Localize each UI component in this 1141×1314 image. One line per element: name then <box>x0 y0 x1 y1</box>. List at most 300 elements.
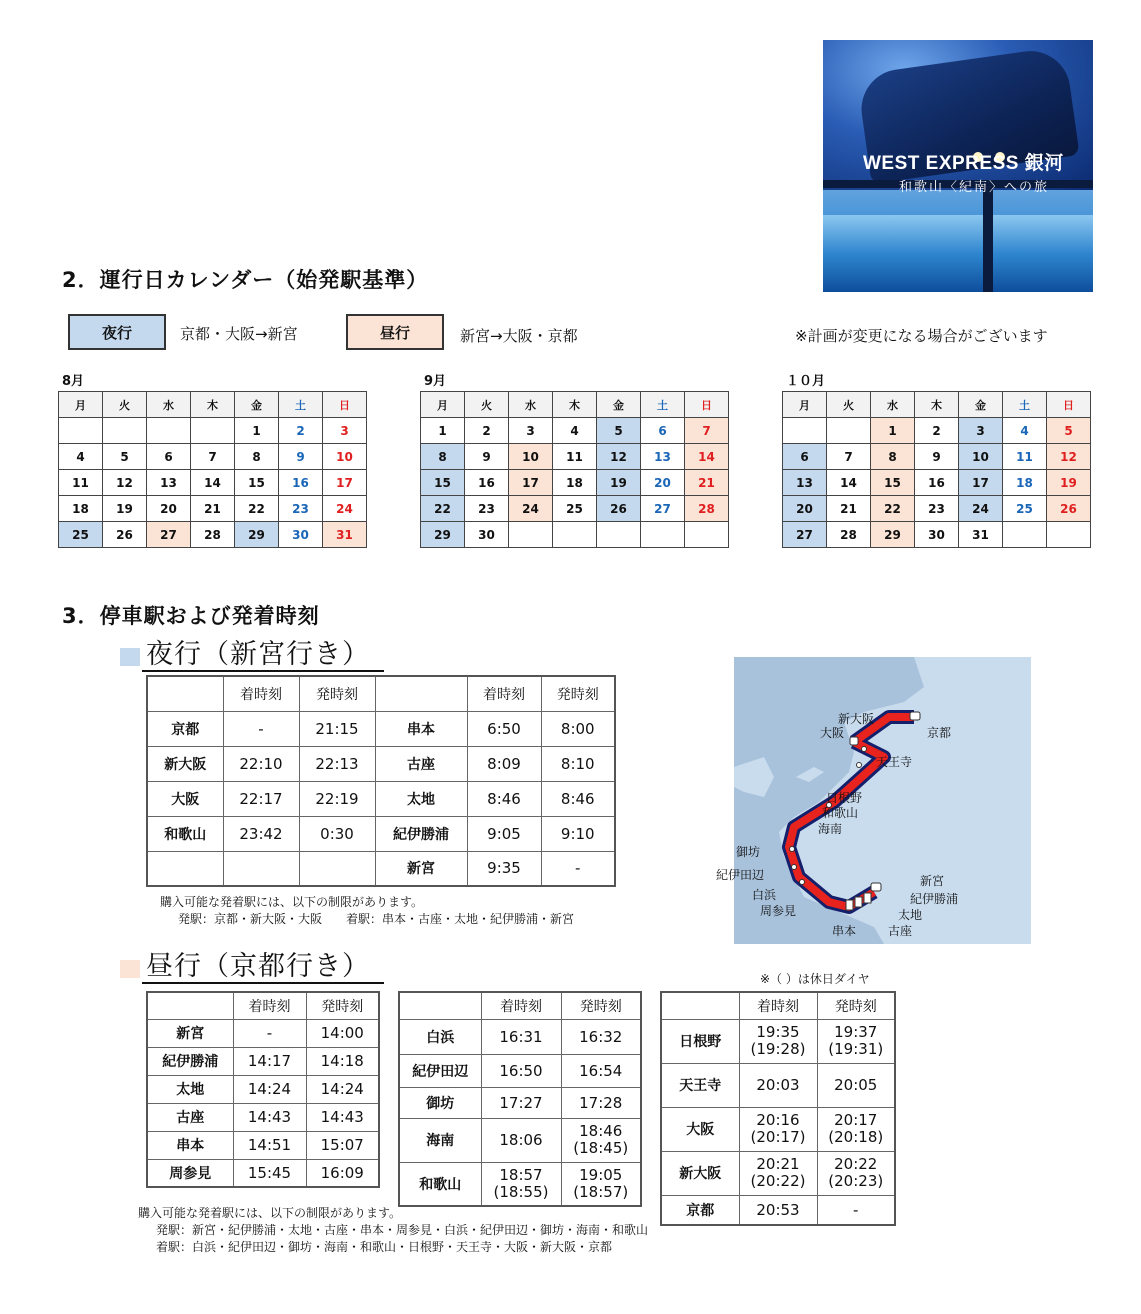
departure-time: 14:43 <box>306 1103 379 1131</box>
day-timetable-2 <box>398 991 642 1207</box>
map-label-osaka: 大阪 <box>820 726 845 740</box>
timetable-row <box>147 711 615 746</box>
departure-time: 0:30 <box>299 816 375 851</box>
arrival-time: 6:50 <box>467 711 541 746</box>
legend-night-route: 京都・大阪→新宮 <box>180 325 298 343</box>
calendar-day: 17 <box>959 470 1003 496</box>
station-header <box>375 676 467 711</box>
calendar-day: 2 <box>915 418 959 444</box>
day-title: 昼行（京都行き） <box>142 952 384 984</box>
calendar-day: 31 <box>323 522 367 548</box>
arrival-header: 着時刻 <box>223 676 299 711</box>
arrival-time: - <box>233 1019 306 1047</box>
schedule-change-note: ※計画が変更になる場合がございます <box>795 327 1048 345</box>
calendar-day: 5 <box>597 418 641 444</box>
station-header <box>147 992 233 1019</box>
calendar-day <box>103 418 147 444</box>
calendar-day: 26 <box>103 522 147 548</box>
timetable-row <box>399 1118 641 1162</box>
calendar-day: 22 <box>871 496 915 522</box>
calendar-day <box>191 418 235 444</box>
calendar-day <box>59 418 103 444</box>
calendar-week-row <box>421 444 729 470</box>
calendar-day: 28 <box>191 522 235 548</box>
arrival-time: 17:27 <box>481 1087 561 1118</box>
station-name: 太地 <box>147 1075 233 1103</box>
map-label-gobo: 御坊 <box>736 845 761 859</box>
calendar-day: 25 <box>59 522 103 548</box>
calendar-day <box>827 418 871 444</box>
departure-time: 17:28 <box>561 1087 641 1118</box>
station-name: 京都 <box>661 1195 739 1225</box>
weekday-header: 日 <box>323 392 367 418</box>
map-label-taiji: 太地 <box>898 908 923 922</box>
calendar-day: 25 <box>1003 496 1047 522</box>
calendar-day: 10 <box>959 444 1003 470</box>
day-marker-square <box>120 960 140 978</box>
map-label-shin-osaka: 新大阪 <box>838 712 875 726</box>
night-note-1: 購入可能な発着駅には、以下の制限があります。 <box>160 895 424 909</box>
station-name: 紀伊勝浦 <box>375 816 467 851</box>
map-label-wakayama: 和歌山 <box>822 806 859 820</box>
arrival-time: 8:09 <box>467 746 541 781</box>
station-name: 京都 <box>147 711 223 746</box>
timetable-row <box>661 1107 895 1151</box>
arrival-time: 18:06 <box>481 1118 561 1162</box>
map-label-kii-katsuura: 紀伊勝浦 <box>910 892 959 906</box>
calendar-day <box>597 522 641 548</box>
calendar-day: 3 <box>509 418 553 444</box>
map-label-koza: 古座 <box>888 924 913 938</box>
day-note-3: 着駅：白浜・紀伊田辺・御坊・海南・和歌山・日根野・天王寺・大阪・新大阪・京都 <box>156 1240 613 1254</box>
calendar-day <box>1003 522 1047 548</box>
calendar-day: 12 <box>1047 444 1091 470</box>
calendar-day: 9 <box>465 444 509 470</box>
calendar-week-row <box>783 470 1091 496</box>
calendar-day <box>783 418 827 444</box>
calendar-day: 1 <box>235 418 279 444</box>
calendar-day: 16 <box>915 470 959 496</box>
station-name: 天王寺 <box>661 1063 739 1107</box>
calendar-day: 30 <box>465 522 509 548</box>
calendar-week-row <box>59 522 367 548</box>
timetable-row <box>147 851 615 886</box>
calendar-day: 8 <box>235 444 279 470</box>
station-name: 串本 <box>375 711 467 746</box>
arrival-time: 8:46 <box>467 781 541 816</box>
calendar-weekday-row <box>783 392 1091 418</box>
arrival-header: 着時刻 <box>481 992 561 1019</box>
departure-header: 発時刻 <box>541 676 615 711</box>
departure-time: 14:18 <box>306 1047 379 1075</box>
calendar-day: 3 <box>323 418 367 444</box>
calendar-day: 24 <box>959 496 1003 522</box>
station-header <box>399 992 481 1019</box>
calendar-day: 8 <box>421 444 465 470</box>
station-name: 紀伊勝浦 <box>147 1047 233 1075</box>
arrival-time <box>223 851 299 886</box>
departure-time: 8:46 <box>541 781 615 816</box>
station-name: 日根野 <box>661 1019 739 1063</box>
timetable-row <box>661 1151 895 1195</box>
calendar-day: 11 <box>59 470 103 496</box>
station-name: 新宮 <box>375 851 467 886</box>
station-name: 周参見 <box>147 1159 233 1187</box>
departure-time <box>299 851 375 886</box>
departure-header: 発時刻 <box>306 992 379 1019</box>
timetable-header-row <box>147 676 615 711</box>
calendar-day: 16 <box>279 470 323 496</box>
calendar-day: 16 <box>465 470 509 496</box>
calendar-day: 25 <box>553 496 597 522</box>
calendar-day: 12 <box>597 444 641 470</box>
departure-time: 22:13 <box>299 746 375 781</box>
calendar-day: 14 <box>827 470 871 496</box>
calendar-day <box>553 522 597 548</box>
calendar-weekday-row <box>421 392 729 418</box>
calendar-day <box>147 418 191 444</box>
arrival-time: 14:17 <box>233 1047 306 1075</box>
weekday-header: 日 <box>1047 392 1091 418</box>
calendar-day: 20 <box>147 496 191 522</box>
calendar-week-row <box>783 496 1091 522</box>
arrival-time: 14:24 <box>233 1075 306 1103</box>
weekday-header: 木 <box>553 392 597 418</box>
timetable-row <box>399 1162 641 1206</box>
station-name: 和歌山 <box>147 816 223 851</box>
arrival-time: 16:31 <box>481 1019 561 1054</box>
calendar-day: 9 <box>279 444 323 470</box>
departure-time: 19:37 (19:31) <box>817 1019 895 1063</box>
calendar-day: 5 <box>103 444 147 470</box>
timetable-row <box>147 1047 379 1075</box>
calendar-day: 13 <box>641 444 685 470</box>
calendar-week-row <box>59 470 367 496</box>
weekday-header: 月 <box>59 392 103 418</box>
calendar-day: 21 <box>191 496 235 522</box>
calendar-august <box>58 391 367 548</box>
hero-image <box>823 40 1093 292</box>
weekday-header: 日 <box>685 392 729 418</box>
timetable-row <box>147 1103 379 1131</box>
station-name: 御坊 <box>399 1087 481 1118</box>
route-map <box>716 657 1031 944</box>
calendar-day: 26 <box>597 496 641 522</box>
calendar-day: 23 <box>465 496 509 522</box>
timetable-row <box>399 1019 641 1054</box>
legend-day: 昼行 <box>346 314 444 350</box>
calendar-day: 23 <box>279 496 323 522</box>
departure-time: 14:24 <box>306 1075 379 1103</box>
day-note-1: 購入可能な発着駅には、以下の制限があります。 <box>138 1206 402 1220</box>
weekday-header: 水 <box>509 392 553 418</box>
departure-time: 14:00 <box>306 1019 379 1047</box>
calendar-day: 18 <box>553 470 597 496</box>
calendar-day: 5 <box>1047 418 1091 444</box>
calendar-day: 4 <box>1003 418 1047 444</box>
weekday-header: 木 <box>191 392 235 418</box>
calendar-day: 24 <box>509 496 553 522</box>
calendar-day: 27 <box>147 522 191 548</box>
departure-time: 16:09 <box>306 1159 379 1187</box>
station-name: 古座 <box>375 746 467 781</box>
departure-time: 9:10 <box>541 816 615 851</box>
arrival-time: - <box>223 711 299 746</box>
day-timetable-1 <box>146 991 380 1188</box>
calendar-day: 15 <box>871 470 915 496</box>
calendar-day: 23 <box>915 496 959 522</box>
calendar-day: 15 <box>421 470 465 496</box>
timetable-row <box>147 1019 379 1047</box>
calendar-weekday-row <box>59 392 367 418</box>
calendar-day: 19 <box>1047 470 1091 496</box>
weekday-header: 土 <box>279 392 323 418</box>
night-title: 夜行（新宮行き） <box>142 640 384 672</box>
arrival-time: 14:43 <box>233 1103 306 1131</box>
departure-time: 16:54 <box>561 1054 641 1087</box>
station-header <box>147 676 223 711</box>
arrival-time: 14:51 <box>233 1131 306 1159</box>
calendar-day: 11 <box>553 444 597 470</box>
departure-time: 16:32 <box>561 1019 641 1054</box>
arrival-time: 20:53 <box>739 1195 817 1225</box>
calendar-day <box>1047 522 1091 548</box>
calendar-day: 14 <box>191 470 235 496</box>
calendar-day: 21 <box>685 470 729 496</box>
timetable-row <box>147 1075 379 1103</box>
station-name: 古座 <box>147 1103 233 1131</box>
calendar-day: 31 <box>959 522 1003 548</box>
calendar-day: 4 <box>59 444 103 470</box>
departure-time: 18:46 (18:45) <box>561 1118 641 1162</box>
calendar-day: 8 <box>871 444 915 470</box>
station-name: 海南 <box>399 1118 481 1162</box>
station-header <box>661 992 739 1019</box>
arrival-header: 着時刻 <box>467 676 541 711</box>
calendar-day: 13 <box>783 470 827 496</box>
weekday-header: 金 <box>235 392 279 418</box>
section-timetable-heading: 3．停車駅および発着時刻 <box>62 604 320 628</box>
map-label-shingu: 新宮 <box>920 874 945 888</box>
station-name: 新大阪 <box>661 1151 739 1195</box>
calendar-week-row <box>421 470 729 496</box>
calendar-day: 10 <box>323 444 367 470</box>
holiday-schedule-note: ※（ ）は休日ダイヤ <box>760 972 870 986</box>
arrival-time: 9:05 <box>467 816 541 851</box>
timetable-row <box>399 1054 641 1087</box>
timetable-row <box>661 1195 895 1225</box>
weekday-header: 木 <box>915 392 959 418</box>
departure-time: 15:07 <box>306 1131 379 1159</box>
arrival-time: 20:16 (20:17) <box>739 1107 817 1151</box>
calendar-day: 29 <box>871 522 915 548</box>
departure-time: 21:15 <box>299 711 375 746</box>
calendar-day: 17 <box>323 470 367 496</box>
departure-time: 20:17 (20:18) <box>817 1107 895 1151</box>
day-timetable-3 <box>660 991 896 1226</box>
calendar-october <box>782 391 1091 548</box>
calendar-september <box>420 391 729 548</box>
calendar-day: 22 <box>421 496 465 522</box>
departure-time: 20:05 <box>817 1063 895 1107</box>
departure-header: 発時刻 <box>299 676 375 711</box>
arrival-header: 着時刻 <box>233 992 306 1019</box>
arrival-header: 着時刻 <box>739 992 817 1019</box>
calendar-day: 3 <box>959 418 1003 444</box>
station-name: 新宮 <box>147 1019 233 1047</box>
night-marker-square <box>120 648 140 666</box>
month-label-sep: 9月 <box>424 374 447 389</box>
calendar-day: 20 <box>641 470 685 496</box>
map-label-susami: 周参見 <box>760 904 797 918</box>
calendar-week-row <box>59 496 367 522</box>
calendar-day: 15 <box>235 470 279 496</box>
calendar-day: 20 <box>783 496 827 522</box>
weekday-header: 火 <box>103 392 147 418</box>
calendar-week-row <box>783 522 1091 548</box>
calendar-day: 2 <box>465 418 509 444</box>
arrival-time: 15:45 <box>233 1159 306 1187</box>
weekday-header: 金 <box>597 392 641 418</box>
calendar-day: 6 <box>641 418 685 444</box>
weekday-header: 水 <box>147 392 191 418</box>
month-label-oct: １０月 <box>786 374 826 389</box>
calendar-day: 7 <box>191 444 235 470</box>
calendar-day: 24 <box>323 496 367 522</box>
station-name: 和歌山 <box>399 1162 481 1206</box>
station-name: 白浜 <box>399 1019 481 1054</box>
legend-day-route: 新宮→大阪・京都 <box>460 327 578 345</box>
departure-time: 8:00 <box>541 711 615 746</box>
departure-time: - <box>817 1195 895 1225</box>
calendar-day: 13 <box>147 470 191 496</box>
calendar-day: 30 <box>915 522 959 548</box>
calendar-week-row <box>59 418 367 444</box>
calendar-day: 19 <box>597 470 641 496</box>
calendar-day: 22 <box>235 496 279 522</box>
calendar-day: 6 <box>783 444 827 470</box>
timetable-row <box>147 816 615 851</box>
calendar-day: 17 <box>509 470 553 496</box>
calendar-day: 18 <box>1003 470 1047 496</box>
weekday-header: 月 <box>421 392 465 418</box>
departure-time: - <box>541 851 615 886</box>
arrival-time: 20:03 <box>739 1063 817 1107</box>
departure-header: 発時刻 <box>817 992 895 1019</box>
arrival-time: 9:35 <box>467 851 541 886</box>
calendar-week-row <box>421 418 729 444</box>
station-name: 大阪 <box>661 1107 739 1151</box>
arrival-time: 20:21 (20:22) <box>739 1151 817 1195</box>
calendar-day: 2 <box>279 418 323 444</box>
arrival-time: 19:35 (19:28) <box>739 1019 817 1063</box>
arrival-time: 16:50 <box>481 1054 561 1087</box>
timetable-row <box>661 1063 895 1107</box>
arrival-time: 22:10 <box>223 746 299 781</box>
arrival-time: 18:57 (18:55) <box>481 1162 561 1206</box>
timetable-row <box>399 1087 641 1118</box>
calendar-day <box>509 522 553 548</box>
calendar-day: 7 <box>827 444 871 470</box>
arrival-time: 22:17 <box>223 781 299 816</box>
timetable-header-row <box>399 992 641 1019</box>
calendar-day: 30 <box>279 522 323 548</box>
weekday-header: 金 <box>959 392 1003 418</box>
calendar-day: 14 <box>685 444 729 470</box>
hero-subtitle: 和歌山〈紀南〉への旅 <box>899 180 1050 195</box>
timetable-row <box>147 746 615 781</box>
calendar-day: 6 <box>147 444 191 470</box>
station-name: 太地 <box>375 781 467 816</box>
calendar-week-row <box>421 522 729 548</box>
calendar-day: 27 <box>641 496 685 522</box>
timetable-header-row <box>147 992 379 1019</box>
calendar-day: 12 <box>103 470 147 496</box>
departure-time: 22:19 <box>299 781 375 816</box>
calendar-week-row <box>421 496 729 522</box>
departure-time: 20:22 (20:23) <box>817 1151 895 1195</box>
weekday-header: 火 <box>827 392 871 418</box>
station-name: 紀伊田辺 <box>399 1054 481 1087</box>
calendar-day: 28 <box>827 522 871 548</box>
section-calendar-heading: 2．運行日カレンダー（始発駅基準） <box>62 268 429 292</box>
weekday-header: 月 <box>783 392 827 418</box>
calendar-day: 28 <box>685 496 729 522</box>
weekday-header: 水 <box>871 392 915 418</box>
station-name: 新大阪 <box>147 746 223 781</box>
hero-title: WEST EXPRESS 銀河 <box>863 153 1064 174</box>
calendar-day: 10 <box>509 444 553 470</box>
map-label-tennoji: 天王寺 <box>876 755 913 769</box>
weekday-header: 土 <box>1003 392 1047 418</box>
calendar-day: 29 <box>421 522 465 548</box>
calendar-day: 1 <box>421 418 465 444</box>
calendar-week-row <box>783 418 1091 444</box>
night-note-2: 発駅：京都・新大阪・大阪 着駅：串本・古座・太地・紀伊勝浦・新宮 <box>178 912 575 926</box>
station-name <box>147 851 223 886</box>
calendar-day: 26 <box>1047 496 1091 522</box>
calendar-day: 7 <box>685 418 729 444</box>
calendar-day: 21 <box>827 496 871 522</box>
calendar-day <box>641 522 685 548</box>
map-label-kii-tanabe: 紀伊田辺 <box>716 868 765 882</box>
calendar-day: 29 <box>235 522 279 548</box>
calendar-week-row <box>783 444 1091 470</box>
day-note-2: 発駅：新宮・紀伊勝浦・太地・古座・串本・周参見・白浜・紀伊田辺・御坊・海南・和歌山 <box>156 1223 649 1237</box>
timetable-row <box>147 781 615 816</box>
weekday-header: 火 <box>465 392 509 418</box>
calendar-day: 4 <box>553 418 597 444</box>
calendar-day: 1 <box>871 418 915 444</box>
calendar-day: 9 <box>915 444 959 470</box>
timetable-header-row <box>661 992 895 1019</box>
calendar-day: 27 <box>783 522 827 548</box>
night-timetable <box>146 675 616 887</box>
arrival-time: 23:42 <box>223 816 299 851</box>
calendar-day: 19 <box>103 496 147 522</box>
calendar-day <box>685 522 729 548</box>
station-name: 大阪 <box>147 781 223 816</box>
departure-time: 8:10 <box>541 746 615 781</box>
weekday-header: 土 <box>641 392 685 418</box>
station-name: 串本 <box>147 1131 233 1159</box>
timetable-row <box>147 1159 379 1187</box>
legend-night: 夜行 <box>68 314 166 350</box>
calendar-day: 18 <box>59 496 103 522</box>
departure-header: 発時刻 <box>561 992 641 1019</box>
map-label-hineno: 日根野 <box>826 791 863 805</box>
departure-time: 19:05 (18:57) <box>561 1162 641 1206</box>
